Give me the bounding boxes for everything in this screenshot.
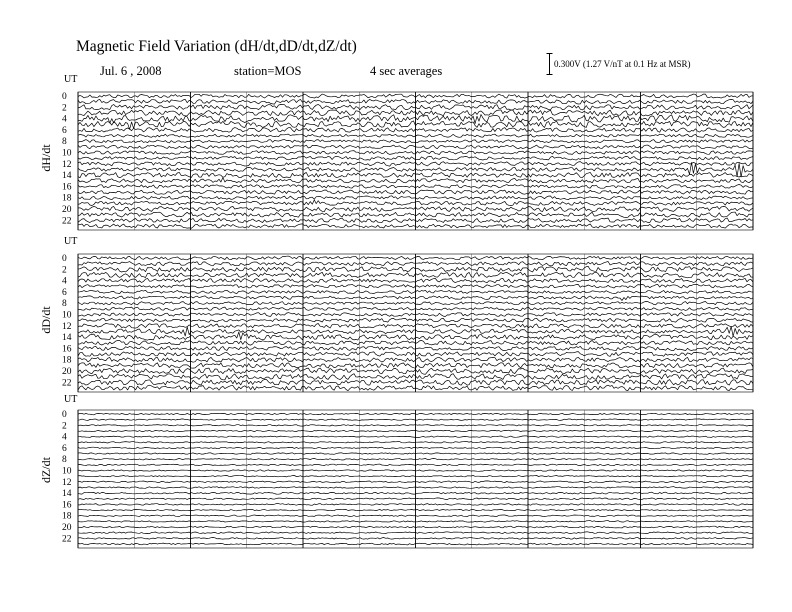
averaging-label: 4 sec averages xyxy=(370,64,443,78)
hour-tick-label: 8 xyxy=(62,299,67,310)
hour-tick-label: 2 xyxy=(62,421,67,432)
panel-label: dD/dt xyxy=(39,306,53,334)
hour-tick-label: 12 xyxy=(62,321,72,332)
hour-tick-label: 18 xyxy=(62,511,72,522)
hour-tick-label: 6 xyxy=(62,287,67,298)
hour-tick-label: 18 xyxy=(62,355,72,366)
station-label: station=MOS xyxy=(234,64,302,78)
ut-label: UT xyxy=(64,74,78,85)
hour-tick-label: 2 xyxy=(62,265,67,276)
date-label: Jul. 6 , 2008 xyxy=(100,64,162,78)
hour-tick-label: 2 xyxy=(62,103,67,114)
chart-title: Magnetic Field Variation (dH/dt,dD/dt,dZ/dt) xyxy=(76,38,357,55)
hour-tick-label: 14 xyxy=(62,489,72,500)
panel-dD-dt xyxy=(39,236,753,392)
hour-tick-label: 16 xyxy=(62,182,72,193)
hour-tick-label: 10 xyxy=(62,466,72,477)
hour-tick-label: 8 xyxy=(62,137,67,148)
panel-label: dZ/dt xyxy=(39,457,53,483)
scale-label: 0.300V (1.27 V/nT at 0.1 Hz at MSR) xyxy=(554,59,691,69)
hour-tick-label: 14 xyxy=(62,171,72,182)
hour-tick-label: 4 xyxy=(62,276,67,287)
hour-tick-label: 20 xyxy=(62,205,72,216)
hour-tick-label: 16 xyxy=(62,344,72,355)
hour-tick-label: 8 xyxy=(62,455,67,466)
panel-dH-dt xyxy=(39,74,753,230)
hour-tick-label: 4 xyxy=(62,432,67,443)
hour-tick-label: 0 xyxy=(62,92,67,102)
hour-tick-label: 20 xyxy=(62,523,72,534)
ut-label: UT xyxy=(64,394,78,405)
hour-tick-label: 0 xyxy=(62,410,67,420)
ut-label: UT xyxy=(64,236,78,247)
panels-group xyxy=(39,74,753,548)
hour-tick-label: 14 xyxy=(62,333,72,344)
hour-tick-label: 12 xyxy=(62,159,72,170)
hour-tick-label: 12 xyxy=(62,477,72,488)
hour-tick-label: 10 xyxy=(62,310,72,321)
hour-tick-label: 6 xyxy=(62,125,67,136)
hour-tick-label: 22 xyxy=(62,378,72,389)
hour-tick-label: 6 xyxy=(62,443,67,454)
hour-tick-label: 0 xyxy=(62,254,67,264)
hour-tick-label: 20 xyxy=(62,367,72,378)
hour-tick-label: 16 xyxy=(62,500,72,511)
panel-label: dH/dt xyxy=(39,144,53,172)
hour-tick-label: 10 xyxy=(62,148,72,159)
hour-tick-label: 22 xyxy=(62,534,72,545)
hour-tick-label: 18 xyxy=(62,193,72,204)
hour-tick-label: 22 xyxy=(62,216,72,227)
scale-bar-icon xyxy=(546,53,553,75)
hour-tick-label: 4 xyxy=(62,114,67,125)
panel-dZ-dt xyxy=(39,394,753,548)
